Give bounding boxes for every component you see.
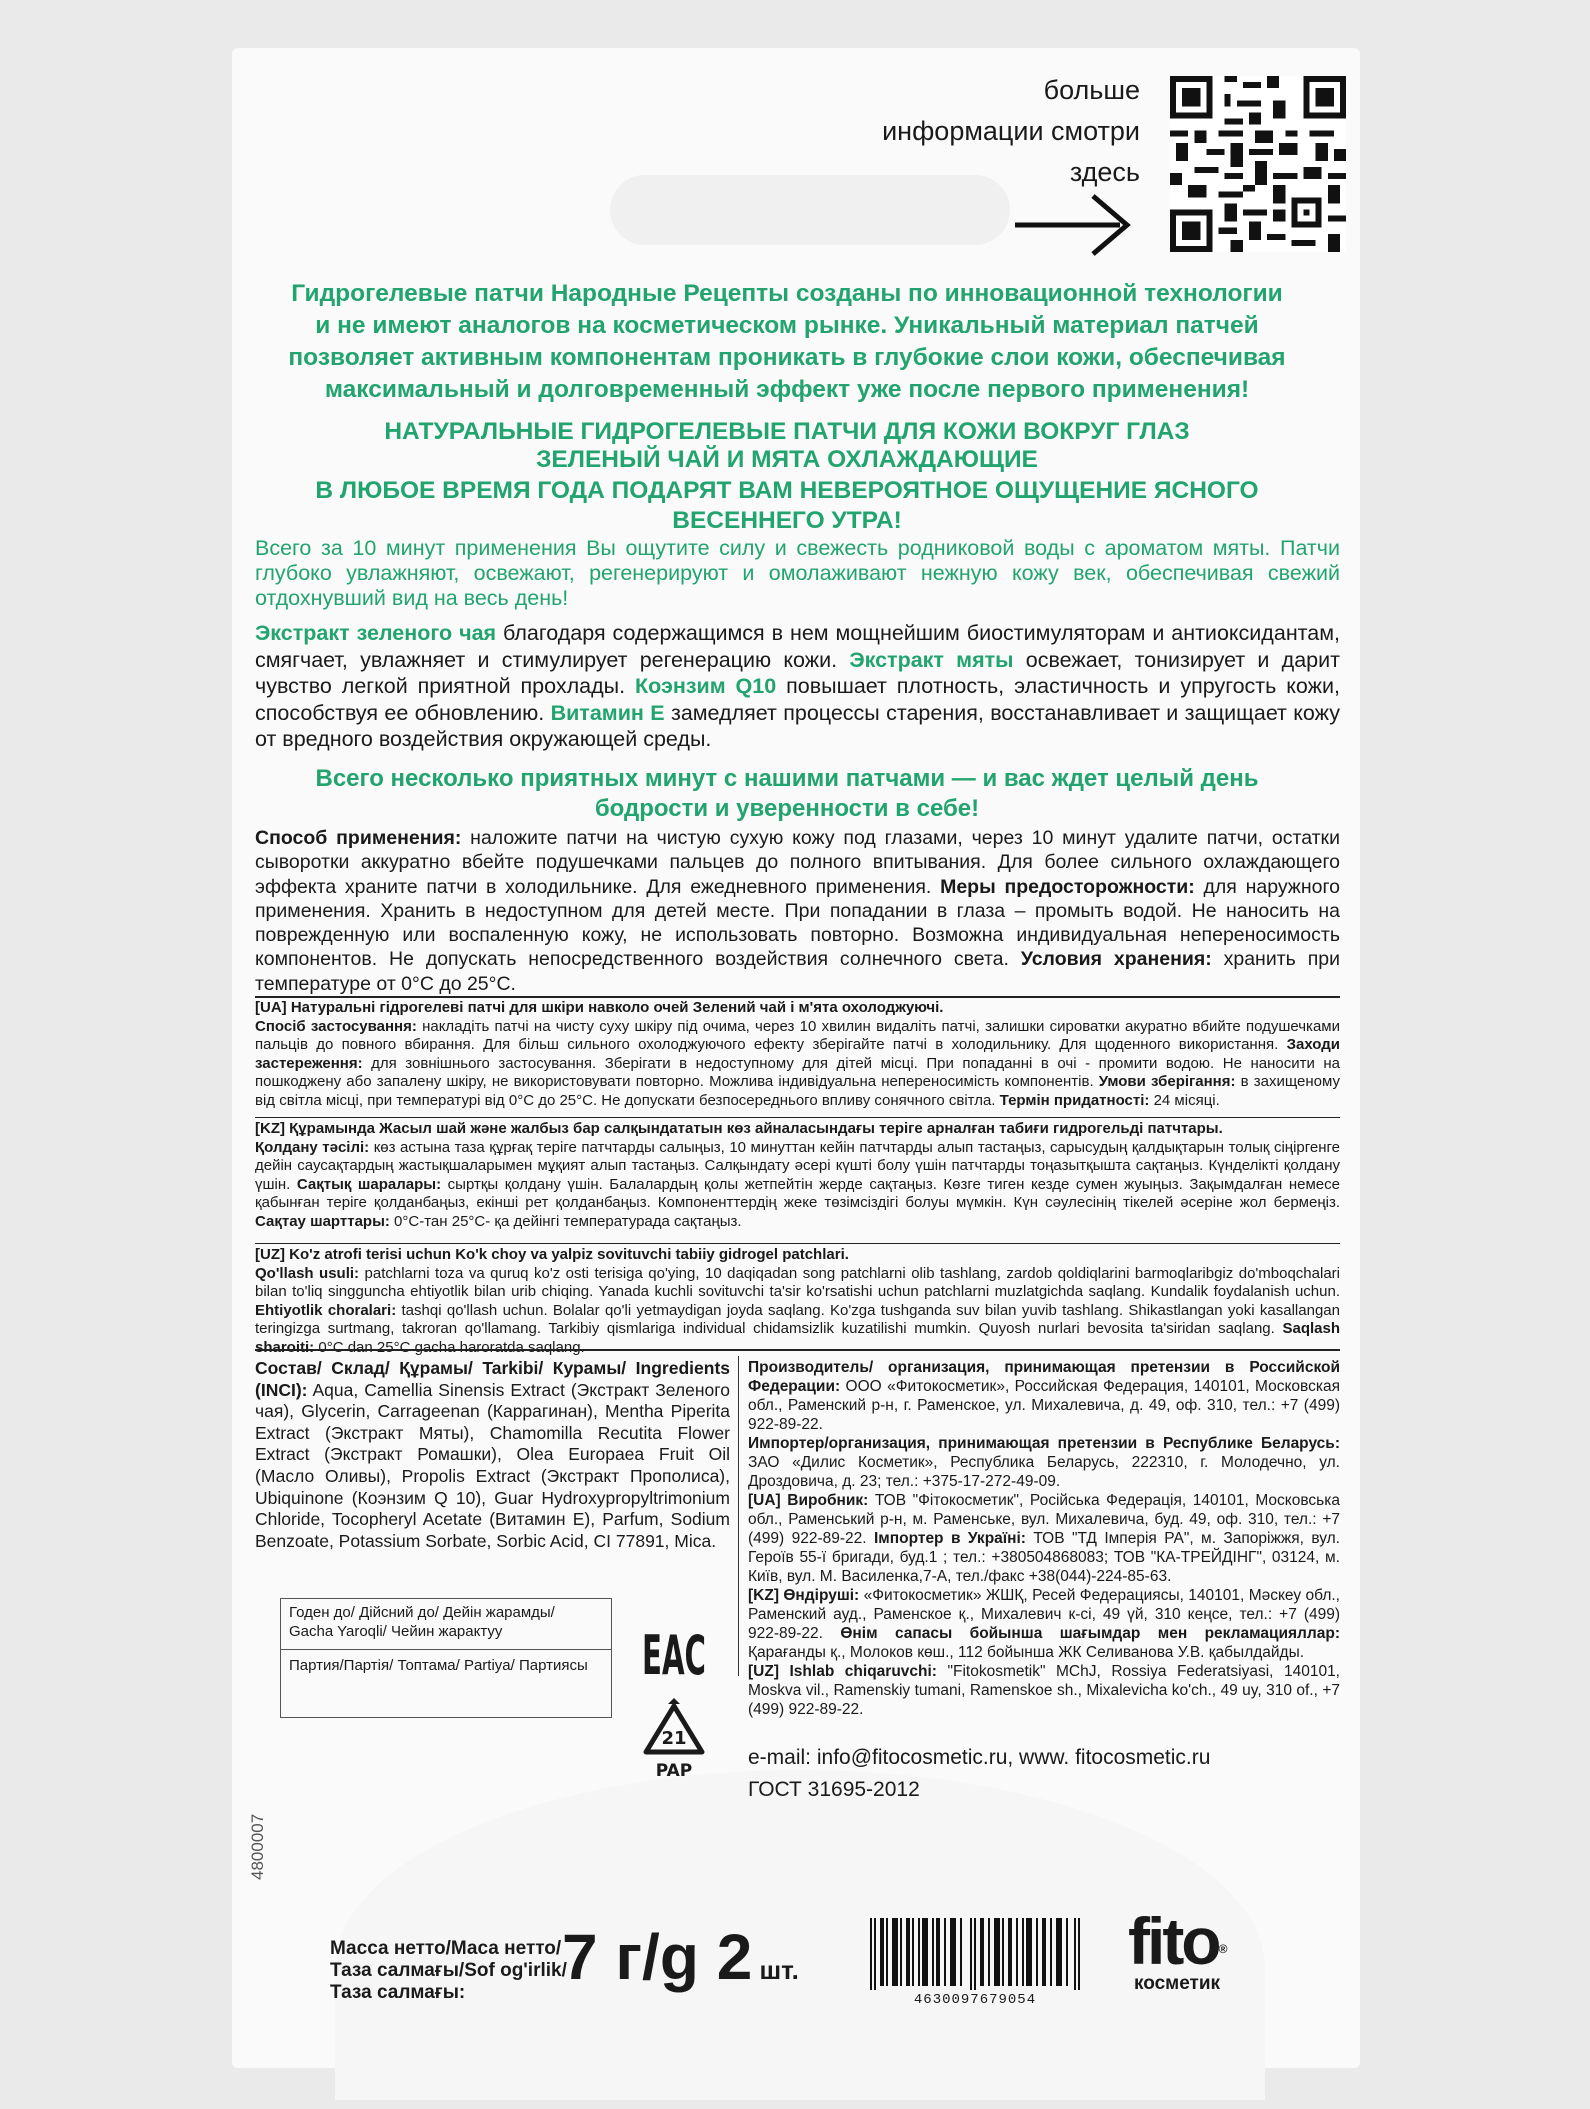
expiry-date-field: Годен до/ Дійсний до/ Дейін жарамды/ Gacha Yaroqli/ Чейин жарактуу <box>281 1599 611 1650</box>
uz-producer-heading: [UZ] Ishlab chiqaruvchi: <box>748 1663 937 1680</box>
composition <box>255 1358 730 1552</box>
arrow-right-icon <box>1015 190 1140 260</box>
net-weight-label-line: Масса нетто/Маса нетто/ <box>330 1938 562 1959</box>
green-tea-desc: благодаря содержащимся в нем мощнейшим биостимуляторам и антиоксидантам, смягчает, увлажняет и стимулирует регенерацию кожи. <box>255 621 1341 672</box>
ua-usage-text: накладіть патчі на чисту суху шкіру під очима, через 10 хвилин видаліть патчі, залишки сироватки акуратно вбийте подушечками пальців до повного вбирання. Для більш сильного охолоджуючого ефекту зберігайте патчі в холодильнику. Для щоденного використання. <box>255 1017 1340 1054</box>
slogan-line1: Всего несколько приятных минут с нашими патчами — и вас ждет целый день <box>315 765 1259 792</box>
ua-storage-text: в захищеному від світла місці, при температурі від 0°С до 25°С. Не допускати безпосереднього впливу сонячного світла. <box>255 1073 1340 1109</box>
mint-term: Экстракт мяты <box>849 647 1014 672</box>
qr-caption <box>860 70 1140 193</box>
producer-heading: Производитель/ организация, принимающая претензии в Российской Федерации: <box>748 1359 1340 1395</box>
side-code <box>240 1760 280 1880</box>
vitamin-e-term: Витамин Е <box>550 700 665 725</box>
ua-title: [UA] Натуральні гідрогелеві патчі для шкіри навколо очей Зелений чай і м'ята охолоджуючі. <box>255 999 944 1016</box>
importer-by-heading: Импортер/организация, принимающая претензии в Республике Беларусь: <box>748 1435 1340 1452</box>
q10-term: Коэнзим Q10 <box>634 674 777 698</box>
intro-paragraph <box>262 278 1312 406</box>
importer-by-text: ЗАО «Дилис Косметик», Республика Беларусь, 222310, г. Молодечно, ул. Дроздовича, д. 23; тел.: +375-17-272-49-09. <box>748 1454 1340 1490</box>
logo-sub: косметик <box>1134 1973 1221 1994</box>
subheadline-line2: ВЕСЕННЕГО УТРА! <box>672 507 902 534</box>
subheadline-line1: В ЛЮБОЕ ВРЕМЯ ГОДА ПОДАРЯТ ВАМ НЕВЕРОЯТНОЕ ОЩУЩЕНИЕ ЯСНОГО <box>315 477 1259 504</box>
svg-text:EAC: EAC <box>642 1624 706 1687</box>
kz-precautions-text: сыртқы қолдану үшін. Балалардың қолы жетпейтін жерде сақтаңыз. Көзге тиген кезде сумен жуыңыз. Зақымдалған немесе қабынған теріге қолданбаңыз, екінші рет қолданбаңыз. Компоненттердің жеке төзімсіздігі болуы мүмкін. Күн сәулесінің тікелей әсеріне жол бермеңіз. <box>255 1175 1340 1212</box>
expiry-batch-box <box>280 1598 612 1718</box>
net-weight-label <box>330 1938 567 2004</box>
pieces-unit: шт. <box>752 1955 799 1985</box>
subheadline <box>262 476 1312 536</box>
kz-storage-text: 0°С-тан 25°С- қа дейінгі температурада сақтаңыз. <box>389 1212 742 1230</box>
usage-text: наложите патчи на чистую сухую кожу под глазами, через 10 минут удалите патчи, остатки сыворотки аккуратно вбейте подушечками пальцев до полного впитывания. Для более сильного охлаждающего эффекта храните патчи в холодильнике. Для ежедневного применения. <box>255 827 1340 898</box>
effect-paragraph: Всего за 10 минут применения Вы ощутите силу и свежесть родниковой воды с ароматом мяты. Патчи глубоко увлажняют, освежают, регенерируют и омолаживают нежную кожу век, обеспечивая свежий отдохнувший вид на весь день! <box>255 536 1340 610</box>
kz-section <box>255 1120 1340 1232</box>
ua-shelf-life-text: 24 місяці. <box>1149 1091 1220 1109</box>
kz-usage-text: көз астына таза құрғақ теріге патчтарды салыңыз, 10 минуттан кейін патчтарды алып тастаңыз, сарысудың қалдықтарын толық сіңіргенге дейін саусақтардың жастықшаларымен мұқият алып тастаңыз. Салқындату әсері күшті болу үшін патчтарды тоңазытқышта сақтаңыз. Күнделікті қолдану үшін. <box>255 1138 1340 1193</box>
gost-standard: ГОСТ 31695-2012 <box>748 1778 920 1801</box>
storage-heading: Условия хранения: <box>1020 948 1212 971</box>
kz-precautions-heading: Сақтық шаралары: <box>296 1175 442 1193</box>
eac-mark-icon <box>640 1622 708 1687</box>
usage-instructions <box>255 826 1340 996</box>
ingredients-paragraph <box>255 620 1340 753</box>
composition-heading: Состав/ Склад/ Құрамы/ Tarkibi/ Курамы/ Ingredients (INCI): <box>255 1358 730 1400</box>
vitamin-e-desc: замедляет процессы старения, восстанавливает и защищает кожу от вредного воздействия окружающей среды. <box>255 700 1340 751</box>
batch-field: Партия/Партія/ Топтама/ Partiya/ Партиясы <box>289 1657 588 1674</box>
qr-caption-line: здесь <box>1069 157 1140 187</box>
ua-usage-heading: Спосіб застосування: <box>255 1017 417 1035</box>
product-title-line2: ЗЕЛЕНЫЙ ЧАЙ И МЯТА ОХЛАЖДАЮЩИЕ <box>536 446 1038 473</box>
producer-text: ООО «Фитокосметик», Российская Федерация, 140101, Московская обл., Раменский р-н, г. Раменское, ул. Михалевича, д. 49, оф. 310, тел.: +7 (499) 922-89-22. <box>748 1378 1340 1433</box>
composition-text: Aqua, Camellia Sinensis Extract (Экстракт Зеленого чая), Glycerin, Carrageenan (Каррагинан), Mentha Piperita Extract (Экстракт Мяты), Chamomilla Recutita Flower Extract (Экстракт Ромашки), Olea Europaea Fruit Oil (Масло Оливы), Propolis Extract (Экстракт Прополиса), Ubiquinone (Коэнзим Q 10), Guar Hydroxypropyltrimonium Chloride, Tocopheryl Acetate (Витамин Е), Parfum, Sodium Benzoate, Potassium Sorbate, Sorbic Acid, CI 77891, Mica. <box>255 1379 730 1551</box>
slogan-line2: бодрости и уверенности в себе! <box>594 795 980 822</box>
precautions-heading: Меры предосторожности: <box>940 875 1195 898</box>
green-tea-term: Экстракт зеленого чая <box>255 621 497 645</box>
ua-precautions-heading: Заходи застереження: <box>255 1036 1340 1072</box>
intro-line: и не имеют аналогов на косметическом рынке. Уникальный материал патчей <box>315 312 1259 339</box>
column-divider <box>738 1356 739 1676</box>
uz-storage-heading: Saqlash sharoiti: <box>255 1320 1340 1356</box>
qr-caption-line: больше <box>1043 75 1140 105</box>
divider <box>255 1349 1340 1351</box>
svg-text:PAP: PAP <box>655 1761 693 1781</box>
net-weight-label-line: Таза салмағы/Sof og'irlik/ <box>330 1960 567 1981</box>
weight-number: 7 г/g 2 <box>562 1921 753 1993</box>
kz-title: [KZ] Құрамында Жасыл шай және жалбыз бар салқындататын көз айналасындағы теріге арналған табиғи гидрогельді патчтары. <box>255 1120 1223 1137</box>
uz-usage-text: patchlarni toza va quruq ko'z osti terisiga qo'ying, 10 daqiqadan song patchlarni olib tashlang, zardob qoldiqlarini barmoqlaribgiz do'mboqchalari bilan to'liq singguncha ehtiyotlik bilan urib chiqing. Yanada kuchli sovituvchi ta'sir ko'rsatishi uchun patchlarni muzlatgichda saqlang. Kundalik foydalanish uchun. <box>255 1264 1340 1301</box>
product-title-line1: НАТУРАЛЬНЫЕ ГИДРОГЕЛЕВЫЕ ПАТЧИ ДЛЯ КОЖИ ВОКРУГ ГЛАЗ <box>384 418 1190 445</box>
ua-storage-heading: Умови зберігання: <box>1098 1073 1236 1091</box>
kz-storage-heading: Сақтау шарттары: <box>255 1212 390 1230</box>
divider <box>255 1117 1340 1118</box>
kz-producer-text: «Фитокосметик» ЖШҚ, Ресей Федерациясы, 140101, Мәскеу обл., Раменский ауд., Раменское қ., Михалевич к-сі, 49 үй, 310 кеңсе, тел.: +7 (499) 922-89-22. <box>748 1587 1340 1642</box>
registered-mark: ® <box>1218 1942 1225 1956</box>
kz-usage-heading: Қолдану тәсілі: <box>255 1138 370 1156</box>
intro-line: максимальный и долговременный эффект уже после первого применения! <box>324 376 1250 403</box>
side-code-text: 4800007 <box>248 1813 267 1880</box>
logo-brand-text: fito <box>1128 1904 1219 1978</box>
kz-claims-heading: Өнім сапасы бойынша шағымдар мен рекламацияллар: <box>840 1625 1340 1642</box>
uz-precautions-text: tashqi qo'llash uchun. Bolalar qo'li yetmaydigan joyda saqlang. Ko'zga tushganda suv bilan yuvib tashlang. Shikastlangan yoki kasallangan teringizga surtmang, takroran qo'llamang. Tarkibiy qismlariga individual chidamsizlik kuzatilishi mumkin. Quyosh nurlari bevosita ta'siridan saqlang. <box>255 1301 1340 1338</box>
kz-claims-text: Қарағанды қ., Молоков көш., 112 бойынша ЖК Селиванова У.В. қабылдайды. <box>748 1644 1305 1661</box>
producer-info <box>748 1358 1340 1719</box>
ua-precautions-text: для зовнішнього застосування. Зберігати в недоступному для дітей місці. При попаданні в очі - промити водою. Не наносити на пошкоджену або запалену шкіру, не використовувати повторно. Можлива індивідуальна непереносимість компонентів. <box>255 1054 1340 1091</box>
ua-section <box>255 999 1340 1111</box>
uz-precautions-heading: Ehtiyotlik choralari: <box>255 1301 397 1319</box>
qr-caption-line: информации смотри <box>882 116 1140 146</box>
qr-code-icon[interactable] <box>1170 76 1346 252</box>
fito-logo <box>1128 1904 1278 2008</box>
storage-text: хранить при температуре от 0°С до 25°С. <box>255 948 1340 995</box>
barcode-icon <box>870 1918 1080 1990</box>
uz-producer-text: "Fitokosmetik" MChJ, Rossiya Federatsiyasi, 140101, Moskva vil., Ramenskiy tumani, Ramenskoe sh., Mixalevicha ko'ch., 49 uy, 310 of., +7 (499) 922-89-22. <box>748 1663 1340 1718</box>
mint-desc: освежает, тонизирует и дарит чувство легкой приятной прохлады. <box>255 647 1340 698</box>
divider <box>255 1243 1340 1244</box>
uz-title: [UZ] Ko'z atrofi terisi uchun Ko'k choy va yalpiz sovituvchi tabiiy gidrogel patchlari. <box>255 1246 849 1263</box>
usage-heading: Способ применения: <box>255 827 462 849</box>
svg-text:21: 21 <box>661 1728 687 1749</box>
ua-importer-heading: Імпортер в Україні: <box>873 1530 1026 1547</box>
intro-line: позволяет активным компонентам проникать в глубокие слои кожи, обеспечивая <box>288 344 1286 371</box>
recycle-icon <box>638 1700 710 1780</box>
q10-desc: повышает плотность, эластичность и упругость кожи, способствуя ее обновлению. <box>255 674 1340 725</box>
ua-importer-text: ТОВ "ТД Імперія РА", м. Запоріжжя, вул. Героїв 55-ї бригади, буд.1 ; тел.: +380504868083; ТОВ "КА-ТРЕЙДІНГ", 03124, м. Київ, вул. М. Василенка,7-А, тел./факс +38(044)-224-85-63. <box>748 1530 1340 1585</box>
net-weight-value <box>562 1920 799 1994</box>
ua-producer-text: ТОВ "Фітокосметик", Російська Федерація, 140101, Московська обл., Раменський р-н, м. Раменське, вул. Михалевича, буд. 49, оф. 310, тел.: +7 (499) 922-89-22. <box>748 1492 1340 1547</box>
slogan <box>262 764 1312 824</box>
ua-producer-heading: [UA] Виробник: <box>748 1492 869 1509</box>
barcode-number: 4630097679054 <box>913 1992 1037 2008</box>
precautions-text: для наружного применения. Хранить в недоступном для детей месте. При попадании в глаза – промыть водой. Не наносить на поврежденную или воспаленную кожу, не использовать повторно. Возможна индивидуальная непереносимость компонентов. Не допускать непосредственного воздействия солнечного света. <box>255 875 1340 971</box>
logo-brand <box>1128 1904 1278 1978</box>
divider <box>255 996 1340 998</box>
net-weight-label-line: Таза салмағы: <box>330 1982 466 2003</box>
uz-usage-heading: Qo'llash usuli: <box>255 1264 360 1282</box>
product-title <box>262 418 1312 474</box>
uz-storage-text: 0°C dan 25°C gacha haroratda saqlang. <box>314 1338 585 1356</box>
kz-producer-heading: [KZ] Өндіруші: <box>748 1587 860 1604</box>
ua-shelf-life-heading: Термін придатності: <box>999 1091 1150 1109</box>
contact-email: e-mail: info@fitocosmetic.ru, www. fitocosmetic.ru <box>748 1746 1211 1769</box>
intro-line: Гидрогелевые патчи Народные Рецепты созданы по инновационной технологии <box>291 280 1283 307</box>
uz-section <box>255 1246 1340 1358</box>
